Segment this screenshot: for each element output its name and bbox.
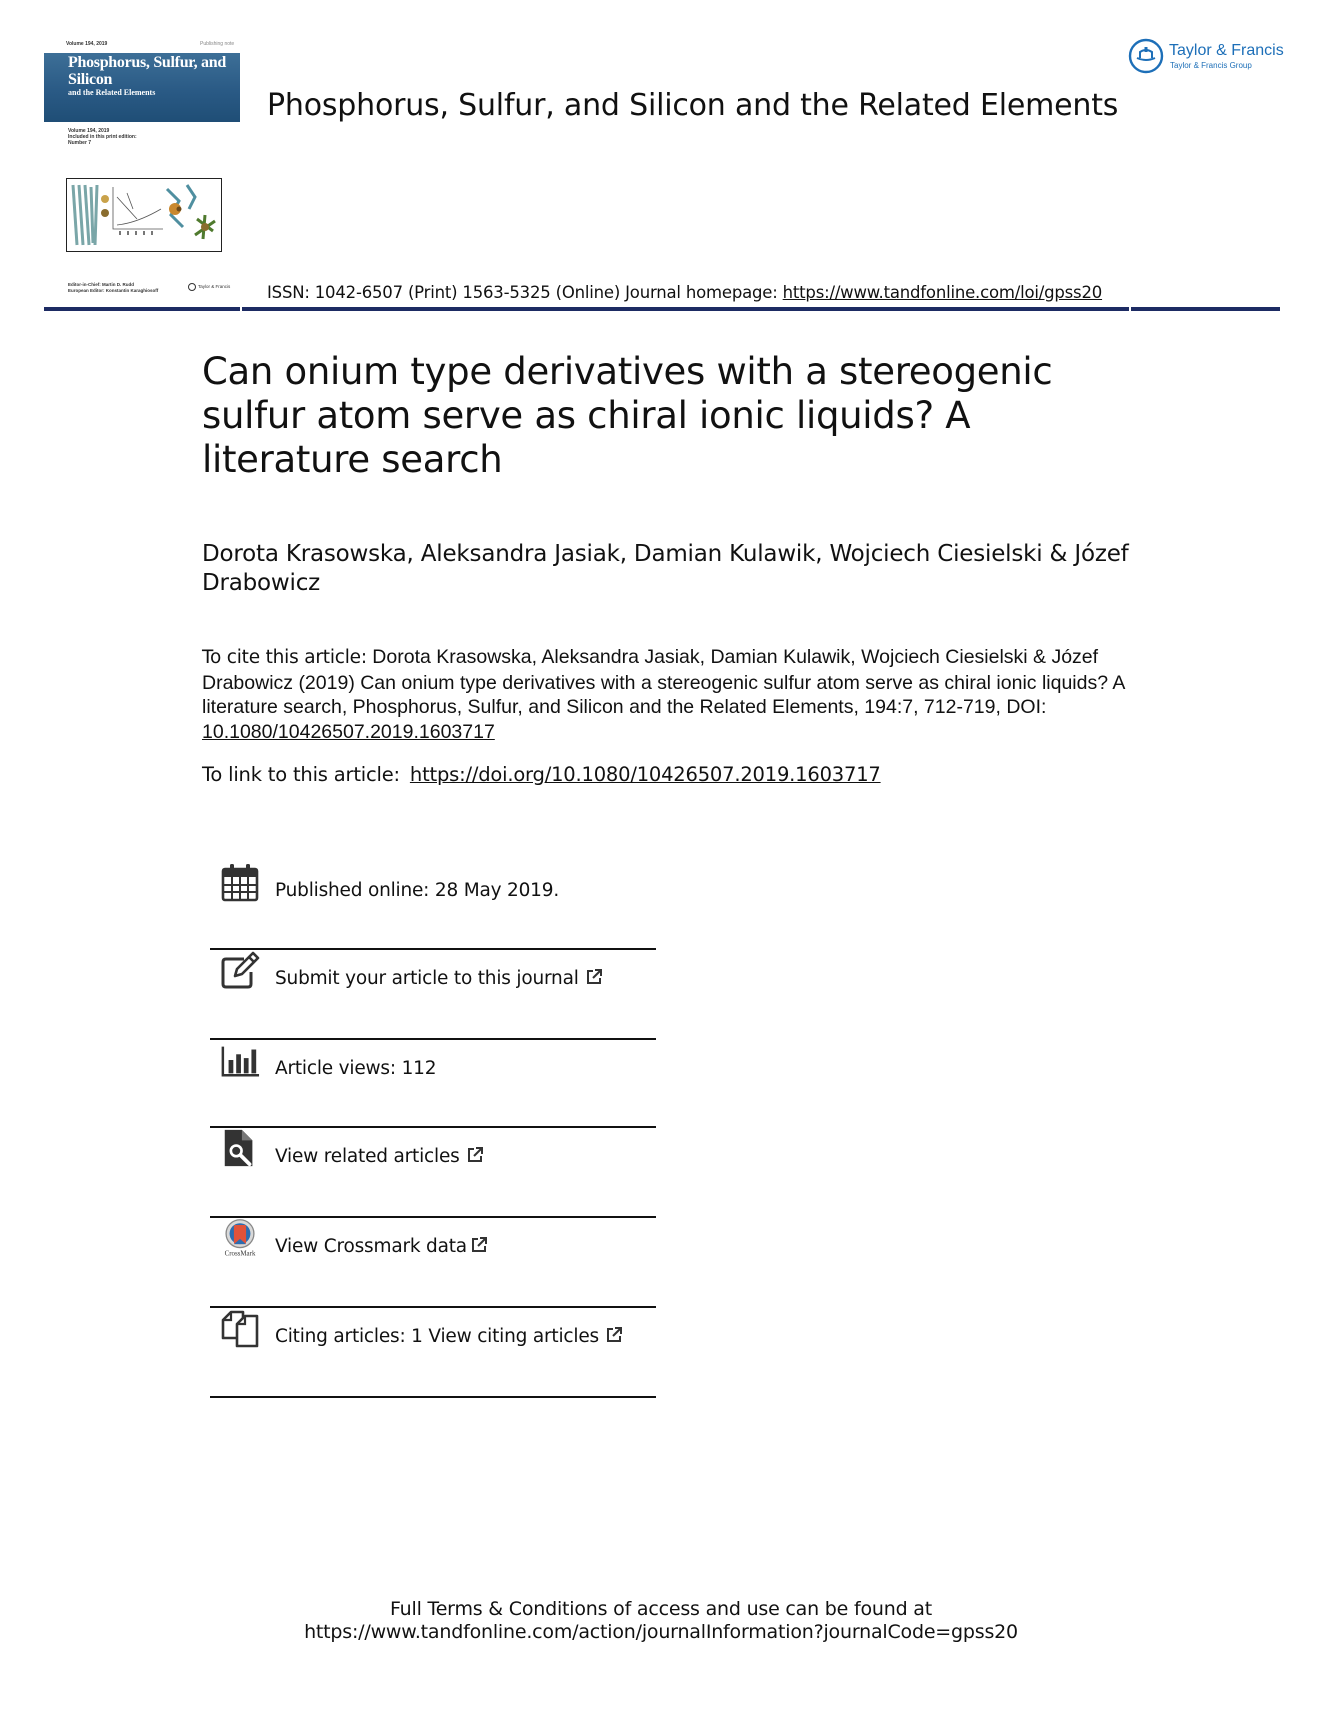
- cover-editor: Editor-in-Chief: Martin D. Rudd: [68, 282, 134, 287]
- issn-text: ISSN: 1042-6507 (Print) 1563-5325 (Online) Journal homepage:: [267, 283, 783, 302]
- crossmark-link[interactable]: [275, 1236, 488, 1257]
- cover-note: Included in this print edition:: [68, 134, 137, 140]
- related-articles-label: View related articles: [275, 1146, 460, 1167]
- calendar-icon: [220, 862, 260, 902]
- related-articles-link[interactable]: [275, 1146, 484, 1167]
- external-link-icon: [470, 1236, 488, 1254]
- article-authors: Dorota Krasowska, Aleksandra Jasiak, Damian Kulawik, Wojciech Ciesielski & Józef Drabowicz: [202, 541, 1129, 596]
- cover-notes: [68, 128, 137, 146]
- external-link-icon: [466, 1146, 484, 1164]
- crossmark-label: View Crossmark data: [275, 1236, 467, 1257]
- citation-block: [202, 645, 1132, 744]
- crossmark-icon-label: CrossMark: [224, 1249, 256, 1258]
- cover-volume: Volume 194, 2019: [66, 41, 108, 47]
- link-label: To link to this article:: [202, 763, 400, 786]
- edit-icon: [220, 950, 260, 990]
- cover-publisher-mini: Taylor & Francis: [198, 284, 231, 290]
- cover-editor: European Editor: Konstantin Karaghiosoff: [68, 287, 159, 293]
- document-search-icon: [220, 1128, 260, 1168]
- cover-editors: [68, 282, 238, 293]
- related-articles-row[interactable]: [210, 1128, 656, 1216]
- taylor-francis-logo-icon: [1128, 38, 1164, 74]
- bar-chart-icon: [220, 1040, 260, 1080]
- journal-cover: [44, 38, 240, 294]
- submit-article-link[interactable]: [275, 968, 603, 989]
- header-divider: [44, 307, 1280, 311]
- logo-group: Taylor & Francis Group: [1170, 61, 1252, 70]
- journal-homepage-link[interactable]: https://www.tandfonline.com/loi/gpss20: [782, 283, 1103, 302]
- issn-line: [267, 283, 1102, 302]
- submit-article-row[interactable]: [210, 950, 656, 1038]
- crossmark-row[interactable]: [210, 1218, 656, 1306]
- article-views-count: Article views: 112: [275, 1058, 437, 1079]
- cite-label: To cite this article:: [202, 647, 367, 668]
- terms-text: Full Terms & Conditions of access and use can be found at: [389, 1598, 932, 1620]
- external-link-icon: [605, 1326, 623, 1344]
- crossmark-icon: [220, 1218, 260, 1258]
- citing-articles-link[interactable]: [275, 1326, 623, 1347]
- cover-top-strip: [44, 38, 240, 52]
- logo-name: Taylor & Francis: [1169, 42, 1284, 59]
- cover-figure-image: [66, 178, 222, 252]
- taylor-francis-logo[interactable]: [1128, 38, 1288, 78]
- citing-articles-row[interactable]: [210, 1308, 656, 1396]
- article-link-line: [202, 763, 881, 786]
- cite-text: Dorota Krasowska, Aleksandra Jasiak, Damian Kulawik, Wojciech Ciesielski & Józef Drabowicz (2019) Can onium type derivatives with a stereogenic sulfur atom serve as chiral ionic liquids? A literature search, Phosphorus, Sulfur, and Silicon and the Related Elements, 194:7, 712-719, DOI:: [202, 646, 1125, 718]
- divider: [210, 1396, 656, 1398]
- external-link-icon: [585, 968, 603, 986]
- header-divider-gap: [1129, 307, 1131, 311]
- cover-note: Number 7: [68, 140, 92, 146]
- journal-title: Phosphorus, Sulfur, and Silicon and the Related Elements: [267, 88, 1119, 123]
- published-row: [210, 862, 656, 948]
- article-doi-link[interactable]: https://doi.org/10.1080/10426507.2019.1603717: [409, 763, 881, 786]
- cover-note: Volume 194, 2019: [68, 128, 110, 134]
- cover-subtitle: and the Related Elements: [68, 88, 156, 97]
- citing-articles-label: Citing articles: 1 View citing articles: [275, 1326, 599, 1347]
- cover-publisher-note: Publishing note: [200, 41, 235, 47]
- cite-doi-link[interactable]: 10.1080/10426507.2019.1603717: [202, 720, 495, 743]
- published-date: Published online: 28 May 2019.: [275, 880, 560, 901]
- submit-article-label: Submit your article to this journal: [275, 968, 579, 989]
- cover-title-band: [44, 53, 240, 122]
- cover-title: Phosphorus, Sulfur, and Silicon: [68, 54, 226, 88]
- terms-url[interactable]: https://www.tandfonline.com/action/journalInformation?journalCode=gpss20: [304, 1621, 1018, 1643]
- article-info-list: [210, 862, 656, 1398]
- terms-footer: [0, 1598, 1322, 1644]
- header-divider-gap: [240, 307, 242, 311]
- article-views-row: [210, 1040, 656, 1126]
- article-title: Can onium type derivatives with a stereogenic sulfur atom serve as chiral ionic liquids? A literature search: [202, 350, 1053, 481]
- copy-documents-icon: [220, 1308, 260, 1348]
